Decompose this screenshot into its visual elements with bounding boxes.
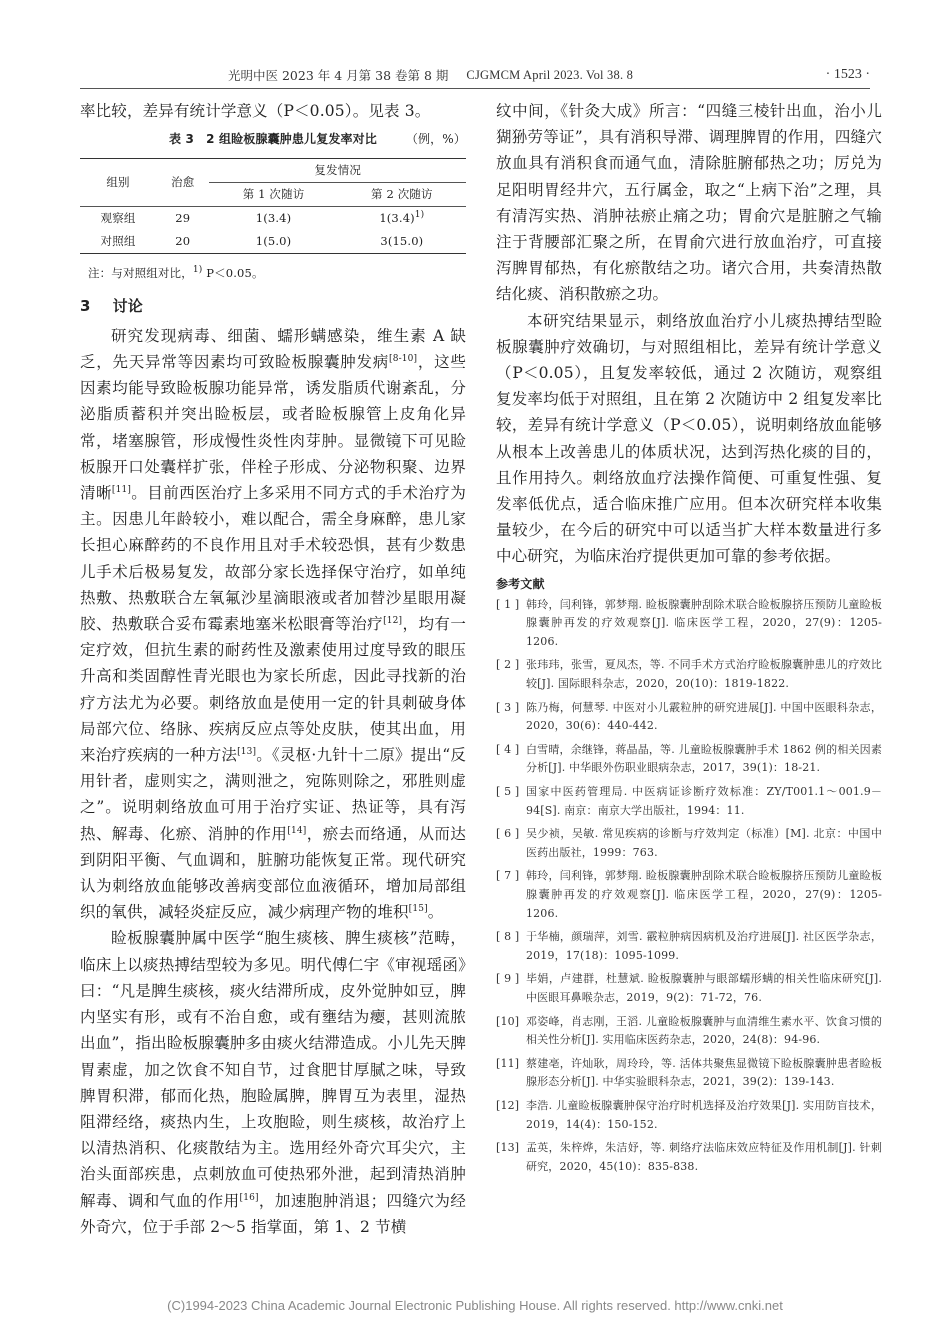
reference-item: [11] 蔡建亳，许灿耿，周玲玲，等. 活体共聚焦显微镜下睑板腺囊肿患者睑板腺形态分析[J]. 中华实验眼科杂志，2021，39(2)：139-143.	[496, 1056, 882, 1089]
reference-item: [ 7 ] 韩玲，闫利锋，郭梦翔. 睑板腺囊肿刮除术联合睑板腺挤压预防儿童睑板腺囊肿再发的疗效观察[J]. 临床医学工程，2020，27(9)：1205-1206.	[496, 869, 882, 920]
reference-item: [ 2 ] 张玮玮，张雪，夏凤杰，等. 不同手术方式治疗睑板腺囊肿患儿的疗效比较[J]. 国际眼科杂志，2020，20(10)：1819-1822.	[496, 658, 882, 691]
citation: [14]	[287, 825, 307, 836]
table-note: 注：与对照组对比，$^{1)}$ P＜0.05。	[88, 265, 264, 281]
left-column	[80, 98, 466, 1240]
cell-visit1: 1(3.4)	[209, 207, 337, 231]
th-recurrence: 复发情况	[209, 159, 466, 183]
right-column	[496, 98, 882, 1181]
reference-item: [ 5 ] 国家中医药管理局. 中医病证诊断疗效标准：ZY/T001.1～001.9－94[S]. 南京：南京大学出版社，1994：11.	[496, 785, 882, 817]
reference-item: [ 3 ] 陈乃梅，何慧琴. 中医对小儿霰粒肿的研究进展[J]. 中国中医眼科杂志，2020，30(6)：440-442.	[496, 700, 882, 733]
citation: [13]	[237, 746, 257, 757]
cell-visit2: $1(3.4)^{1)}$	[338, 207, 466, 231]
cell-cured: 29	[156, 207, 209, 231]
cell-group: 观察组	[80, 207, 156, 231]
table-caption	[80, 126, 466, 152]
cell-visit1: 1(5.0)	[209, 230, 337, 254]
th-group: 组别	[80, 159, 156, 207]
reference-item: [13] 孟英，朱梓烨，朱洁妤，等. 刺络疗法临床效应特征及作用机制[J]. 针刺研究，2020，45(10)：835-838.	[496, 1141, 882, 1173]
recurrence-table	[80, 158, 466, 254]
table-row	[80, 207, 466, 231]
reference-item: [ 6 ] 吴少祯，吴敏. 常见疾病的诊断与疗效判定（标准）[M]. 北京：中国中医药出版社，1999：763.	[496, 827, 882, 859]
running-header	[228, 66, 870, 84]
citation: [16]	[239, 1192, 259, 1203]
reference-item: [12] 李浩. 儿童睑板腺囊肿保守治疗时机选择及治疗效果[J]. 实用防盲技术，2019，14(4)：150-152.	[496, 1098, 882, 1131]
cell-group: 对照组	[80, 230, 156, 254]
th-cured: 治愈	[156, 159, 209, 207]
reference-item: [ 4 ] 白雪晴，余继锋，蒋晶晶，等. 儿童睑板腺囊肿手术 1862 例的相关因素分析[J]. 中华眼外伤职业眼病杂志，2017，39(1)：18-21.	[496, 742, 882, 775]
reference-item: [ 9 ] 毕娟，卢建群，杜慧斌. 睑板腺囊肿与眼部蠕形螨的相关性临床研究[J]. 中医眼耳鼻喉杂志，2019，9(2)：71-72，76.	[496, 972, 882, 1004]
paragraph-continued: 率比较，差异有统计学意义（P＜0.05）。见表 3。	[80, 102, 431, 120]
th-visit1: 第 1 次随访	[209, 183, 337, 207]
citation: [8-10]	[389, 353, 418, 364]
references-heading: 参考文献	[496, 576, 545, 591]
discussion-paragraph-2-continued: 纹中间，《针灸大成》所言：“四缝三棱针出血，治小儿猢狲劳等证”，具有消积导滞、调理脾胃的作用，四缝穴放血具有消积食而通气血，清除脏腑郁热之功；厉兑为足阳明胃经井穴，五行属金，取之“上病下治”之理，具有清泻实热、消肿祛瘀止痛之功；胃俞穴是脏腑之气输注于背腰部汇聚之所，在胃俞穴进行放血治疗，可直接泻脾胃郁热，有化瘀散结之功。诸穴合用，共奏清热散结化痰、消积散瘀之功。	[496, 102, 882, 304]
reference-item: [ 8 ] 于华楠，颜瑞萍，刘雪. 霰粒肿病因病机及治疗进展[J]. 社区医学杂志，2019，17(18)：1095-1099.	[496, 930, 882, 962]
header-rule	[80, 88, 870, 89]
cell-visit2: 3(15.0)	[338, 230, 466, 254]
discussion-paragraph-2: 睑板腺囊肿属中医学“胞生痰核、脾生痰核”范畴，临床上以痰热搏结型较为多见。明代傅仁宇《审视瑶函》曰：“凡是脾生痰核，痰火结滞所成，皮外觉肿如豆，脾内坚实有形，或有不治自愈，或有壅结为瘿，甚则流脓出血”，指出睑板腺囊肿多由痰火结滞造成。小儿先天脾胃素虚，加之饮食不知自节，过食肥甘厚腻之味，导致脾胃积滞，郁而化热，胞睑属脾，脾胃互为表里，湿热阻滞经络，痰热内生，上攻胞睑，则生痰核，故治疗上以清热消积、化痰散结为主。选用经外奇穴耳尖穴，主治头面部疾患，点刺放血可使热邪外泄，起到清热消肿解毒、调和气血的作用[16]，加速胞肿消退；四缝穴为经外奇穴，位于手部 2～5 指掌面，第 1、2 节横	[80, 929, 466, 1236]
journal-title-cn: 光明中医 2023 年 4 月第 38 卷第 8 期	[228, 68, 449, 83]
citation: [12]	[383, 615, 403, 626]
th-visit2: 第 2 次随访	[338, 183, 466, 207]
table-unit: （例，%）	[405, 132, 466, 147]
citation: [11]	[111, 484, 131, 495]
journal-title-en: CJGMCM April 2023. Vol 38. 8	[466, 67, 634, 82]
reference-list	[496, 596, 882, 1177]
citation: [15]	[408, 904, 428, 915]
reference-item: [ 1 ] 韩玲，闫利锋，郭梦翔. 睑板腺囊肿刮除术联合睑板腺挤压预防儿童睑板腺囊肿再发的疗效观察[J]. 临床医学工程，2020，27(9)：1205-1206.	[496, 597, 882, 648]
table-row	[80, 230, 466, 254]
table-title: 表 3 2 组睑板腺囊肿患儿复发率对比	[169, 132, 377, 147]
page-number: · 1523 ·	[825, 67, 870, 82]
conclusion-paragraph: 本研究结果显示，刺络放血治疗小儿痰热搏结型睑板腺囊肿疗效确切，与对照组相比，差异有统计学意义（P＜0.05），且复发率较低，通过 2 次随访，观察组复发率均低于对照组，且在第 2 次随访中 2 组复发率比较，差异有统计学意义（P＜0.05），说明刺络放血能够从根本上改善患儿的体质状况，达到泻热化痰的目的，且作用持久。刺络放血疗法操作简便、可重复性强、复发率低优点，适合临床推广应用。但本次研究样本收集量较少，在今后的研究中可以适当扩大样本数量进行多中心研究，为临床治疗提供更加可靠的参考依据。	[496, 311, 882, 566]
copyright-footer: (C)1994-2023 China Academic Journal Electronic Publishing House. All rights reserved. http://www.cnki.net	[167, 1298, 783, 1313]
cell-cured: 20	[156, 230, 209, 254]
discussion-paragraph-1: 研究发现病毒、细菌、蠕形螨感染，维生素 A 缺乏，先天异常等因素均可致睑板腺囊肿发病[8-10]，这些因素均能导致睑板腺功能异常，诱发脂质代谢紊乱，分泌脂质蓄积并突出睑板层，或者睑板腺管上皮角化异常，堵塞腺管，形成慢性炎性肉芽肿。显微镜下可见睑板腺开口处囊样扩张，伴栓子形成、分泌物积聚、边界清晰[11]。目前西医治疗上多采用不同方式的手术治疗为主。因患儿年龄较小，难以配合，需全身麻醉，患儿家长担心麻醉药的不良作用且对手术较恐惧，甚有少数患儿手术后极易复发，故部分家长选择保守治疗，如单纯热敷、热敷联合左氧氟沙星滴眼液或者加替沙星眼用凝胶、热敷联合妥布霉素地塞米松眼膏等治疗[12]，均有一定疗效，但抗生素的耐药性及激素使用过度导致的眼压升高和类固醇性青光眼也为家长所虑，因此寻找新的治疗方法尤为必要。刺络放血是使用一定的针具刺破身体局部穴位、络脉、疾病反应点等处皮肤，使其出血，用来治疗疾病的一种方法[13]。《灵枢·九针十二原》提出“反用针者，虚则实之，满则泄之，宛陈则除之，邪胜则虚之”。说明刺络放血可用于治疗实证、热证等，具有泻热、解毒、化瘀、消肿的作用[14]，瘀去而络通，从而达到阴阳平衡、气血调和，脏腑功能恢复正常。现代研究认为刺络放血能够改善病变部位血液循环，增加局部组织的氧供，减轻炎症反应，减少病理产物的堆积[15]。	[80, 326, 466, 922]
section-heading-discussion: 3 讨论	[80, 296, 143, 315]
reference-item: [10] 邓姿峰，肖志刚，王滔. 儿童睑板腺囊肿与血清维生素水平、饮食习惯的相关性分析[J]. 实用临床医药杂志，2020，24(8)：94-96.	[496, 1014, 882, 1047]
